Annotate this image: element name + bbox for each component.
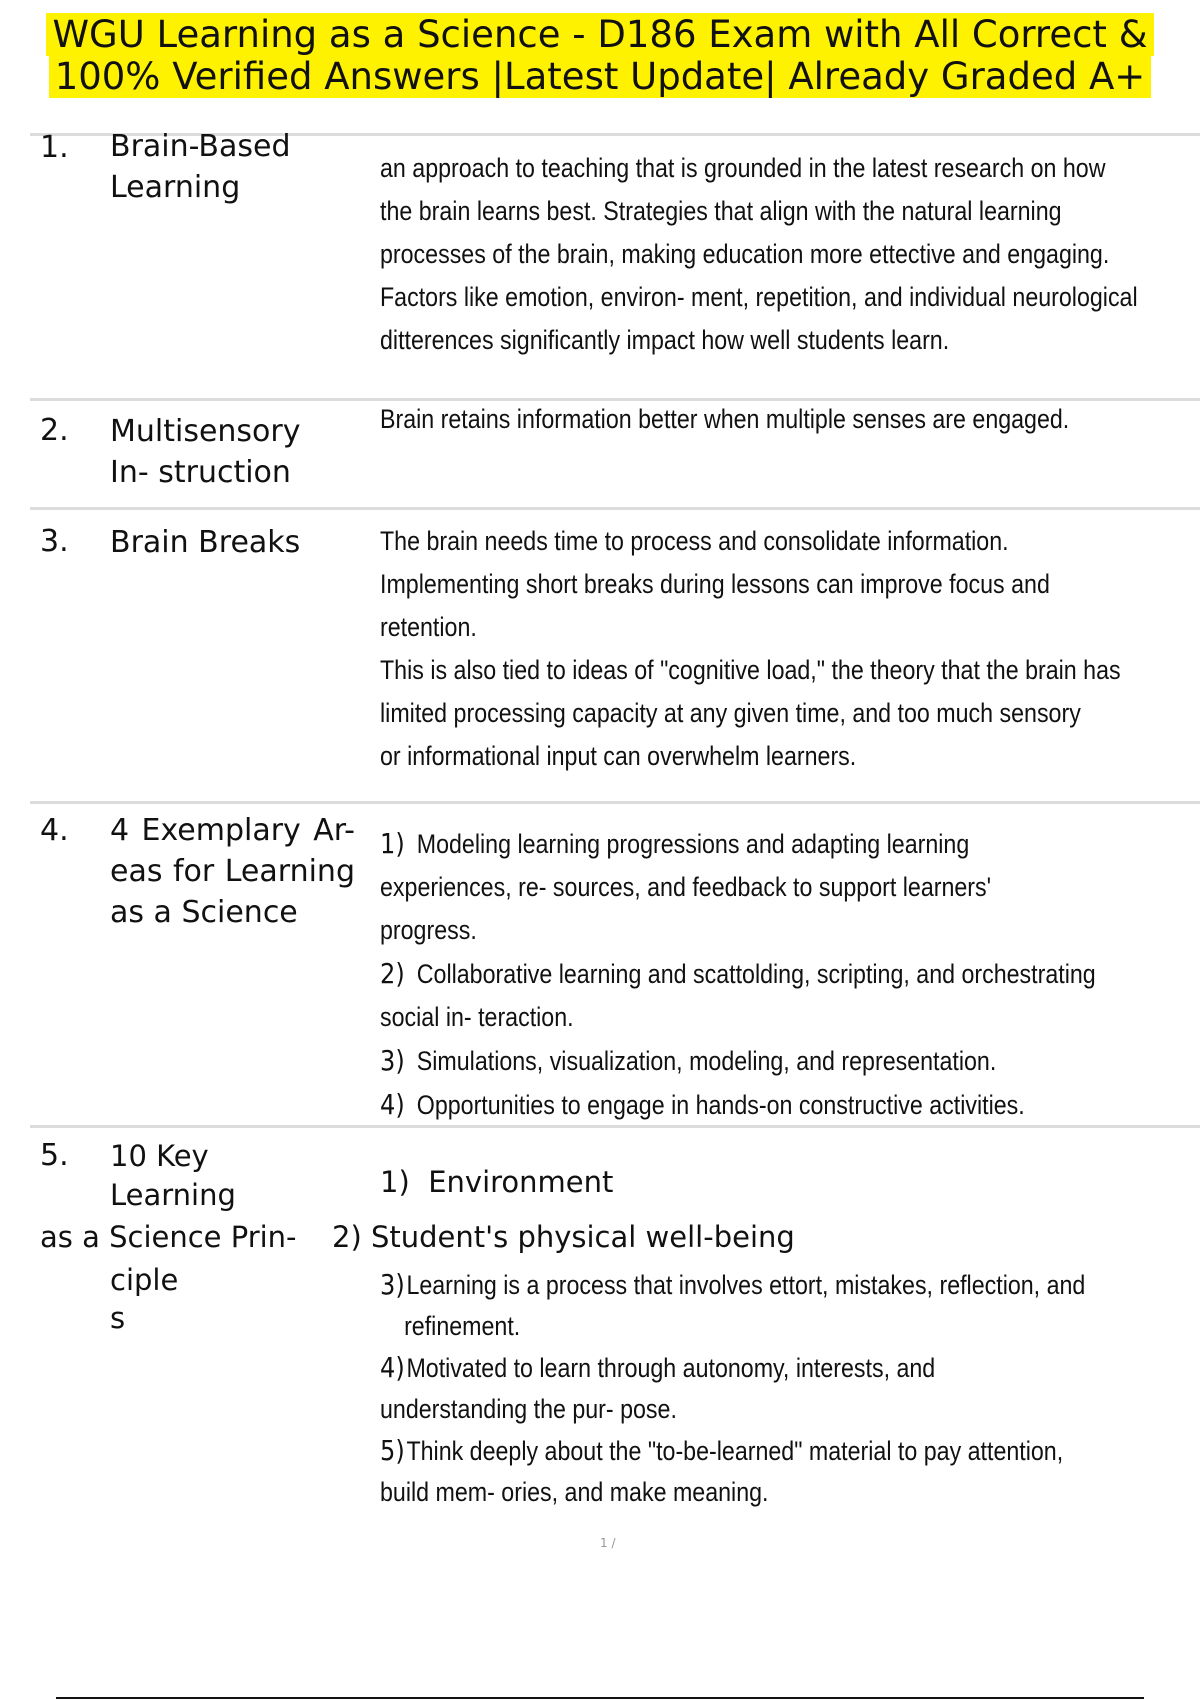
- row-term-part: s: [110, 1301, 126, 1335]
- list-item-text: Opportunities to engage in hands-on constructive activities.: [416, 1090, 1025, 1120]
- list-item: [380, 1162, 613, 1202]
- row-term: 4 Exemplary Ar- eas for Learning as a Science: [110, 813, 355, 930]
- definition-line: limited processing capacity at any given time, and too much sensory: [380, 698, 1081, 728]
- definition-line: progress.: [380, 915, 477, 945]
- list-item-number: 2): [380, 957, 405, 990]
- definition-line: social in- teraction.: [380, 1002, 574, 1032]
- row-number: 5.: [40, 1138, 69, 1173]
- list-item-number: 4): [380, 1351, 405, 1384]
- document-title: [0, 14, 1200, 98]
- list-item-text: Learning is a process that involves ettort, mistakes, reflection, and: [406, 1270, 1086, 1300]
- list-item-number: 1): [380, 827, 405, 860]
- definition-line: ditterences significantly impact how well students learn.: [380, 325, 950, 355]
- definition-line: build mem- ories, and make meaning.: [380, 1477, 769, 1507]
- row-term-part: 10 Key: [110, 1139, 209, 1173]
- row-term-part: Learning: [110, 1178, 236, 1212]
- row-definition: [380, 398, 1078, 441]
- list-item: [380, 952, 1096, 996]
- list-item-text: Environment: [428, 1165, 614, 1199]
- row-divider: [30, 801, 1200, 804]
- row-definition: [380, 147, 1138, 362]
- list-item-number: 3): [380, 1044, 405, 1077]
- definition-line: This is also tied to ideas of "cognitive load," the theory that the brain has: [380, 655, 1121, 685]
- row-term-part: as a Science Prin-: [40, 1220, 297, 1254]
- list-item-text: Modeling learning progressions and adapting learning: [416, 829, 970, 859]
- bottom-rule: [56, 1697, 1144, 1699]
- list-item: [380, 1347, 1078, 1389]
- list-item: [380, 822, 1078, 866]
- row-definition: [380, 520, 1121, 778]
- list-item-text: Motivated to learn through autonomy, interests, and: [406, 1353, 936, 1383]
- list-item-text: Think deeply about the "to-be-learned" material to pay attention,: [406, 1436, 1064, 1466]
- list-item: [380, 1264, 1086, 1306]
- row-number: 3.: [40, 524, 69, 559]
- row-number: 2.: [40, 413, 69, 448]
- list-item: [380, 1430, 1078, 1472]
- row-divider: [30, 507, 1200, 510]
- definition-line: Implementing short breaks during lessons can improve focus and: [380, 569, 1050, 599]
- list-item-text: Simulations, visualization, modeling, and representation.: [416, 1046, 997, 1076]
- list-item: [332, 1217, 795, 1257]
- definition-line: Brain retains information better when multiple senses are engaged.: [380, 404, 1070, 434]
- definition-line: an approach to teaching that is grounded in the latest research on how: [380, 153, 1106, 183]
- row-term-part: ciple: [110, 1263, 179, 1297]
- title-highlight: WGU Learning as a Science - D186 Exam with All Correct & 100% Verified Answers |Latest Update| Already Graded A+: [46, 13, 1153, 98]
- definition-line: the brain learns best. Strategies that align with the natural learning: [380, 196, 1062, 226]
- list-item-number: 3): [380, 1268, 405, 1301]
- definition-line: retention.: [380, 612, 477, 642]
- row-number: 4.: [40, 813, 69, 848]
- row-term: Brain Breaks: [110, 525, 301, 560]
- definition-line: understanding the pur- pose.: [380, 1394, 677, 1424]
- list-item-text: Collaborative learning and scattolding, scripting, and orchestrating: [416, 959, 1096, 989]
- page-number: 1 /: [600, 1536, 616, 1550]
- list-item: [380, 1083, 1078, 1127]
- list-item: [380, 1039, 1078, 1083]
- row-term: Brain-Based Learning: [110, 129, 291, 205]
- list-item-number: 5): [380, 1434, 405, 1467]
- row-definition: [380, 1264, 1086, 1513]
- definition-line: The brain needs time to process and consolidate information.: [380, 526, 1009, 556]
- list-item-number: 2): [332, 1220, 362, 1254]
- list-item-number: 1): [380, 1165, 410, 1199]
- definition-line: processes of the brain, making education more ettective and engaging.: [380, 239, 1110, 269]
- definition-line: or informational input can overwhelm learners.: [380, 741, 857, 771]
- definition-line: refinement.: [404, 1311, 521, 1341]
- definition-line: experiences, re- sources, and feedback to support learners': [380, 872, 992, 902]
- list-item-text: Student's physical well-being: [370, 1220, 795, 1254]
- row-number: 1.: [40, 130, 69, 165]
- row-term: Multisensory In- struction: [110, 414, 301, 490]
- definition-line: Factors like emotion, environ- ment, repetition, and individual neurological: [380, 282, 1138, 312]
- row-definition: [380, 822, 1096, 1127]
- list-item-number: 4): [380, 1088, 405, 1121]
